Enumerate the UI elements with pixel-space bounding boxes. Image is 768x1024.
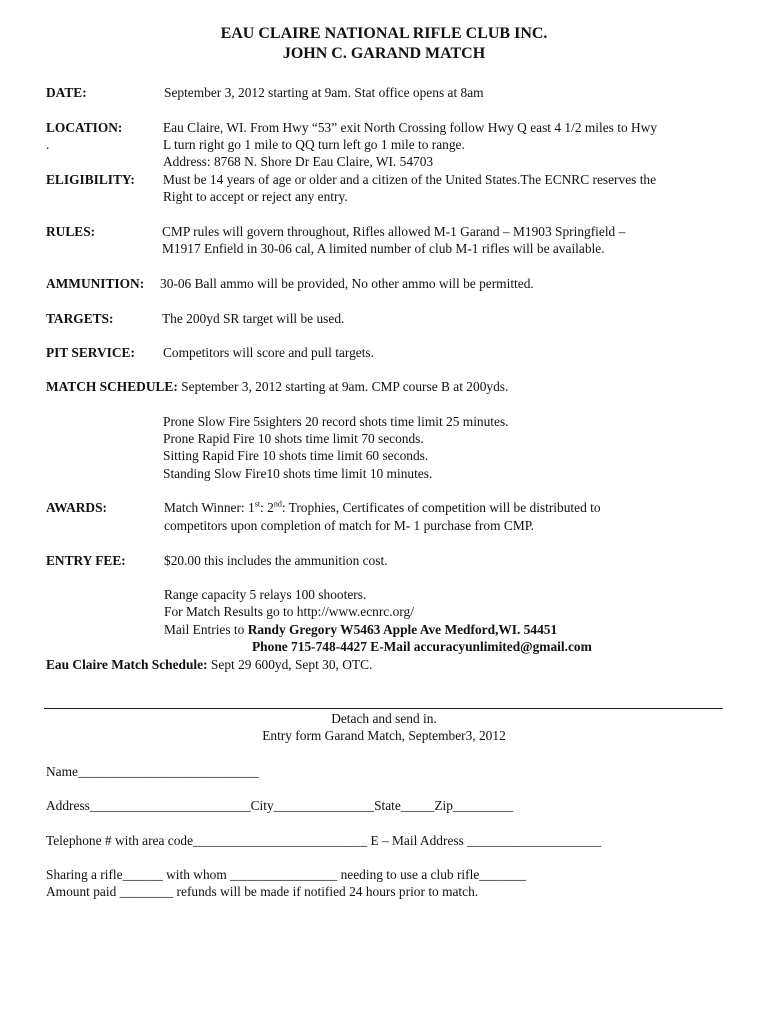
rules-label: RULES: [46,224,96,239]
targets-label: TARGETS: [46,311,114,326]
awards-prefix: Match Winner: 1 [164,500,255,515]
document-subtitle: JOHN C. GARAND MATCH [282,45,486,62]
mail-address: Randy Gregory W5463 Apple Ave Medford,WI. 54451 [247,622,558,637]
eligibility-line-2: Right to accept or reject any entry. [163,189,348,204]
entry-fee-label: ENTRY FEE: [46,553,126,568]
awards-mid: : 2 [260,500,274,515]
eligibility-label: ELIGIBILITY: [46,172,135,187]
detach-divider [44,708,723,709]
date-text: September 3, 2012 starting at 9am. Stat office opens at 8am [164,85,484,100]
ammunition-label: AMMUNITION: [46,276,145,291]
location-label: LOCATION: [46,120,123,135]
mail-entries-line [164,621,557,638]
document-title: EAU CLAIRE NATIONAL RIFLE CLUB INC. [220,25,548,42]
schedule-item: Prone Rapid Fire 10 shots time limit 70 seconds. [163,431,424,446]
location-line-2: L turn right go 1 mile to QQ turn left go 1 mile to range. [163,137,465,152]
location-line-1: Eau Claire, WI. From Hwy “53” exit North Crossing follow Hwy Q east 4 1/2 miles to Hwy [163,120,658,135]
awards-line-1 [164,499,601,516]
contact-line: Phone 715-748-4427 E-Mail accuracyunlimited@gmail.com [252,639,592,654]
address-city-state-zip-fields[interactable]: Address________________________City_______________State_____Zip_________ [46,798,514,813]
date-label: DATE: [46,85,87,100]
rules-line-1: CMP rules will govern throughout, Rifles allowed M-1 Garand – M1903 Springfield – [162,224,626,239]
rules-line-2: M1917 Enfield in 30-06 cal, A limited number of club M-1 rifles will be available. [162,241,605,256]
rifle-sharing-fields[interactable]: Sharing a rifle______ with whom ________________ needing to use a club rifle_______ [46,867,527,882]
amount-paid-field[interactable]: Amount paid ________ refunds will be made if notified 24 hours prior to match. [46,884,479,899]
location-line-3: Address: 8768 N. Shore Dr Eau Claire, WI. 54703 [163,154,434,169]
awards-ordinal-1: st [254,499,261,509]
match-schedule-line [46,378,508,395]
eau-claire-schedule-text: Sept 29 600yd, Sept 30, OTC. [210,657,373,672]
schedule-item: Sitting Rapid Fire 10 shots time limit 60 seconds. [163,448,429,463]
range-capacity-text: Range capacity 5 relays 100 shooters. [164,587,367,602]
schedule-item: Standing Slow Fire10 shots time limit 10 minutes. [163,466,433,481]
awards-ordinal-2: nd [273,499,282,509]
ammunition-text: 30-06 Ball ammo will be provided, No other ammo will be permitted. [160,276,534,291]
entry-fee-text: $20.00 this includes the ammunition cost. [164,553,388,568]
schedule-item: Prone Slow Fire 5sighters 20 record shots time limit 25 minutes. [163,414,509,429]
match-schedule-label: MATCH SCHEDULE: [46,379,178,394]
location-dot: . [46,137,50,152]
entry-form-title: Entry form Garand Match, September3, 2012 [262,728,506,743]
awards-line-2: competitors upon completion of match for M- 1 purchase from CMP. [164,518,535,533]
match-results-text: For Match Results go to http://www.ecnrc.org/ [164,604,414,619]
name-field[interactable]: Name___________________________ [46,764,259,779]
match-schedule-text: September 3, 2012 starting at 9am. CMP course B at 200yds. [181,379,509,394]
awards-label: AWARDS: [46,500,108,515]
targets-text: The 200yd SR target will be used. [162,311,345,326]
mail-entries-prefix: Mail Entries to [164,622,248,637]
telephone-email-fields[interactable]: Telephone # with area code__________________________ E – Mail Address ____________________ [46,833,602,848]
eligibility-line-1: Must be 14 years of age or older and a citizen of the United States.The ECNRC reserves the [163,172,657,187]
pit-service-label: PIT SERVICE: [46,345,135,360]
eau-claire-schedule-label: Eau Claire Match Schedule: [46,657,208,672]
detach-text: Detach and send in. [331,711,437,726]
pit-service-text: Competitors will score and pull targets. [163,345,374,360]
awards-suffix: : Trophies, Certificates of competition will be distributed to [281,500,601,515]
eau-claire-schedule-line [46,656,372,673]
